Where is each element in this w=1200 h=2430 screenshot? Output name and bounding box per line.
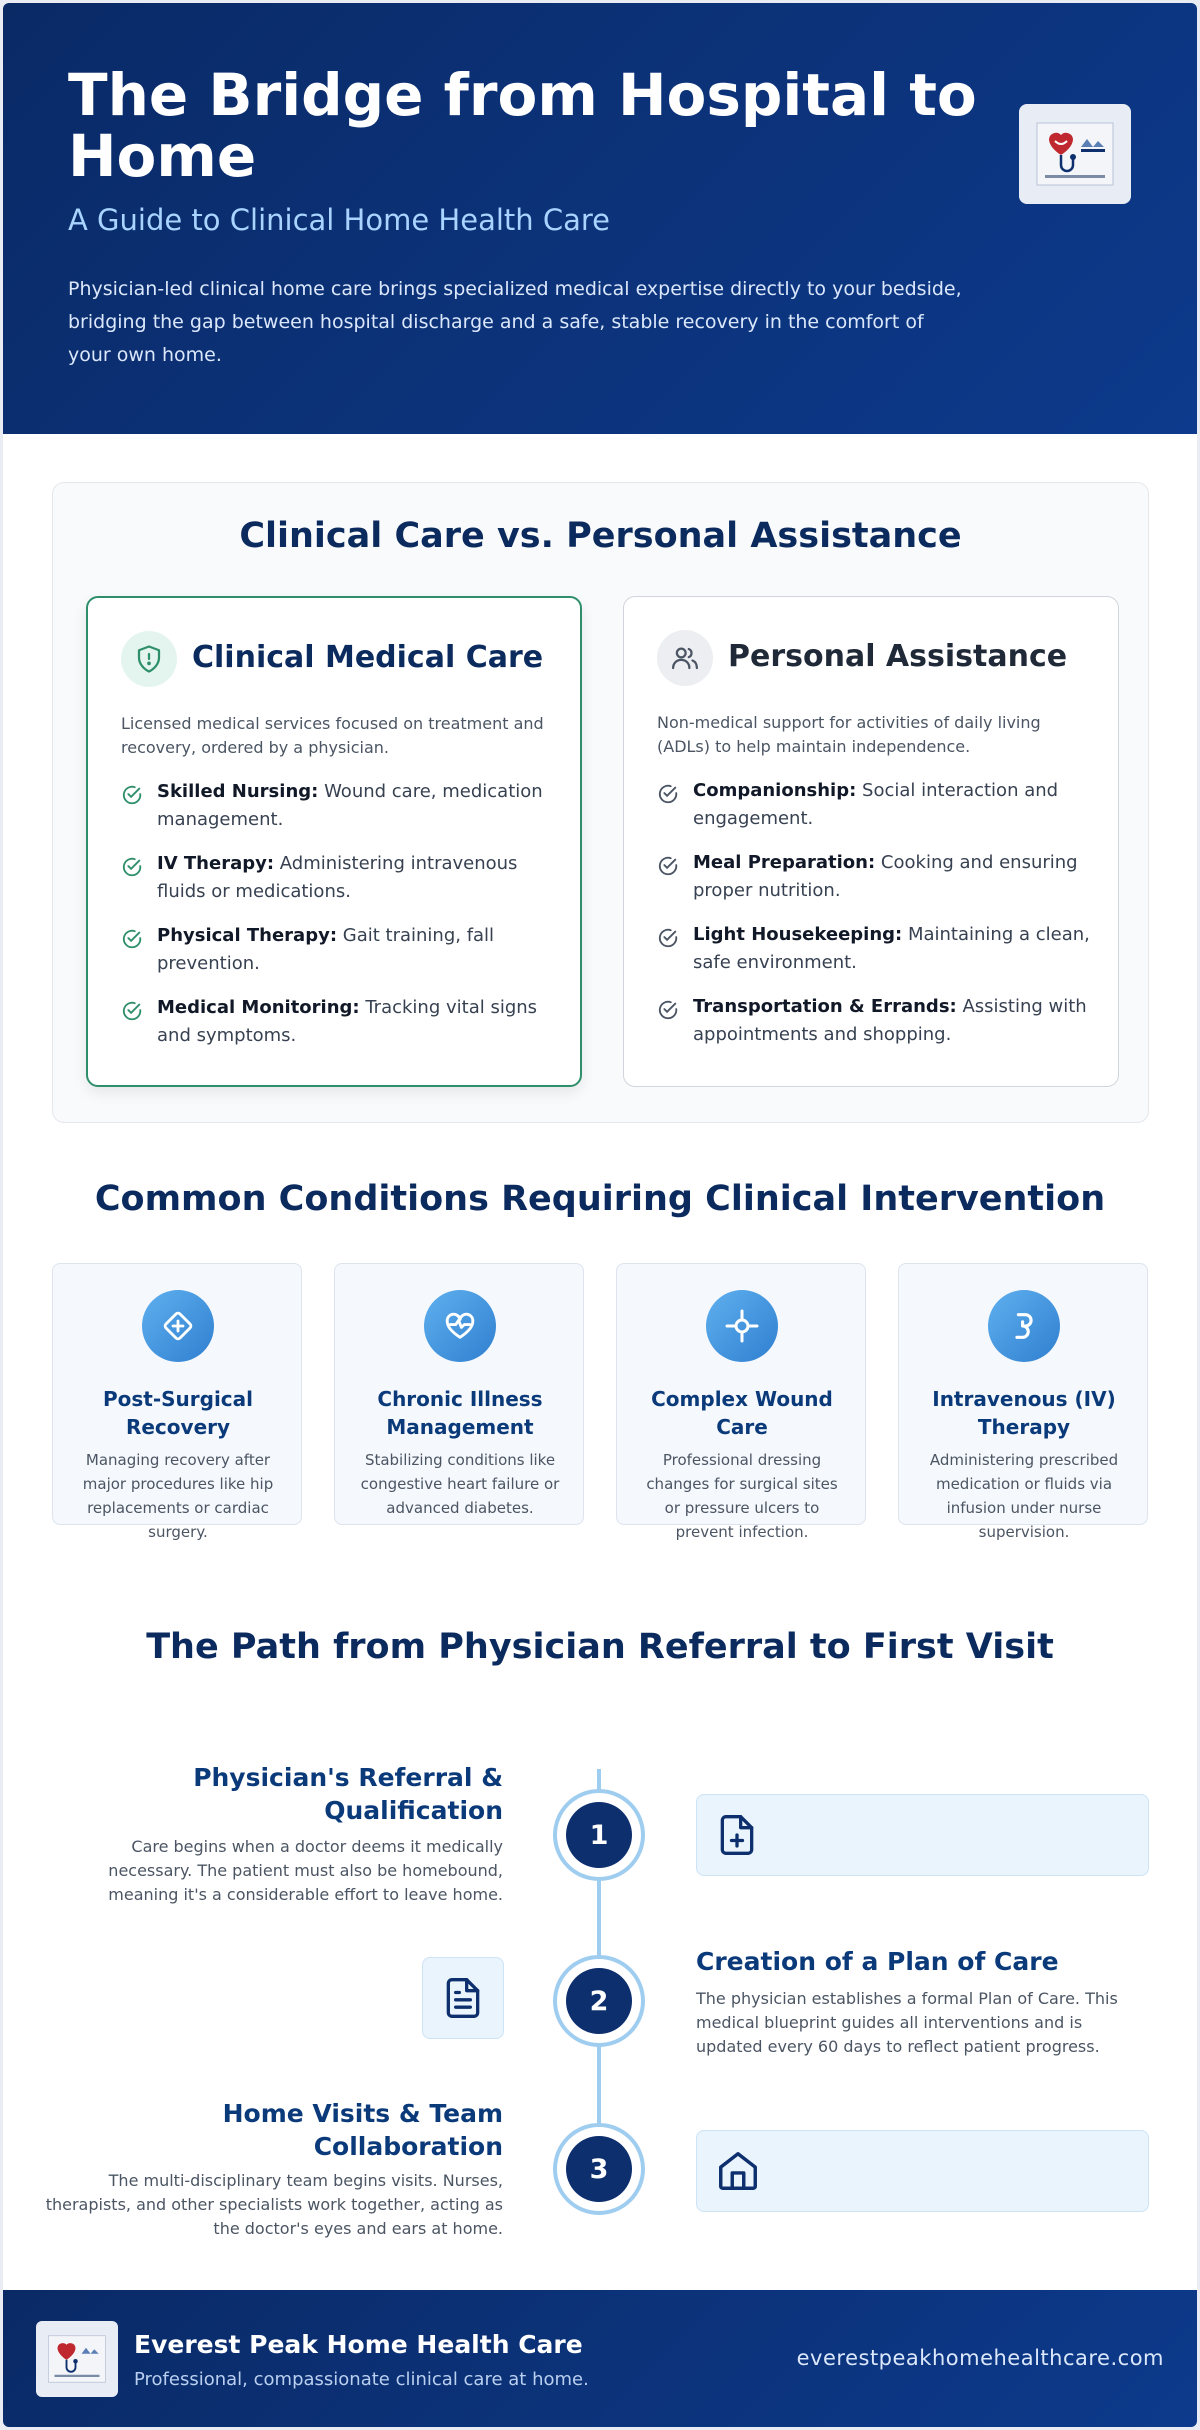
users-icon xyxy=(657,630,713,686)
service-label: Light Housekeeping: xyxy=(693,924,903,945)
condition-description: Stabilizing conditions like congestive heart failure or advanced diabetes. xyxy=(360,1451,560,1517)
hero-header xyxy=(3,3,1197,434)
check-circle-icon xyxy=(121,928,143,950)
service-text: Social interaction and engagement. xyxy=(693,780,1059,829)
file-plus-icon xyxy=(715,1811,759,1859)
service-label: Physical Therapy: xyxy=(157,925,338,946)
iv-drip-icon xyxy=(988,1290,1060,1362)
comparison-section xyxy=(52,482,1149,1123)
step-3-marker xyxy=(553,2123,645,2215)
company-name: Everest Peak Home Health Care xyxy=(134,2330,583,2359)
website-link[interactable]: everestpeakhomehealthcare.com xyxy=(796,2346,1164,2370)
step-number: 1 xyxy=(566,1802,632,1868)
check-circle-icon xyxy=(121,1000,143,1022)
condition-description: Professional dressing changes for surgical sites or pressure ulcers to prevent infection. xyxy=(646,1451,838,1541)
condition-description: Administering prescribed medication or fluids via infusion under nurse supervision. xyxy=(929,1451,1119,1541)
step-2-description: The physician establishes a formal Plan of Care. This medical blueprint guides all interventions and is updated every 60 days to reflect patient progress. xyxy=(696,1989,1118,2056)
step-number: 2 xyxy=(566,1968,632,2034)
condition-description: Managing recovery after major procedures like hip replacements or cardiac surgery. xyxy=(82,1451,274,1541)
service-text: Cooking and ensuring proper nutrition. xyxy=(693,852,1078,901)
service-text: Maintaining a clean, safe environment. xyxy=(693,924,1090,973)
list-item xyxy=(121,850,561,922)
shield-icon xyxy=(121,631,177,687)
infographic-page xyxy=(3,3,1197,2427)
list-item xyxy=(121,994,561,1066)
clinical-card-description: Licensed medical services focused on treatment and recovery, ordered by a physician. xyxy=(121,714,544,757)
step-3-description: The multi-disciplinary team begins visits. Nurses, therapists, and other specialists work together, acting as the doctor's eyes and ears at home. xyxy=(45,2171,503,2238)
personal-assistance-card xyxy=(623,596,1119,1087)
check-circle-icon xyxy=(657,783,679,805)
condition-title: Chronic Illness Management xyxy=(377,1387,543,1439)
footer-logo xyxy=(36,2321,118,2397)
crosshair-icon xyxy=(706,1290,778,1362)
condition-card-wound-care xyxy=(616,1263,866,1541)
step-1-title: Physician's Referral & Qualification xyxy=(193,1763,503,1825)
document-icon xyxy=(441,1974,485,2022)
check-circle-icon xyxy=(657,927,679,949)
step-2-icon-box xyxy=(422,1957,504,2039)
step-number: 3 xyxy=(566,2136,632,2202)
step-1-icon-box xyxy=(696,1794,1149,1876)
service-label: Medical Monitoring: xyxy=(157,997,360,1018)
check-circle-icon xyxy=(121,856,143,878)
service-label: IV Therapy: xyxy=(157,853,275,874)
stethoscope-heart-logo-icon xyxy=(47,2331,107,2387)
check-circle-icon xyxy=(657,855,679,877)
service-label: Meal Preparation: xyxy=(693,852,876,873)
condition-card-post-surgical xyxy=(52,1263,302,1541)
condition-title: Complex Wound Care xyxy=(651,1387,833,1439)
check-circle-icon xyxy=(121,784,143,806)
service-text: Tracking vital signs and symptoms. xyxy=(157,997,538,1046)
stethoscope-heart-logo-icon xyxy=(1035,119,1115,189)
step-3-title: Home Visits & Team Collaboration xyxy=(222,2099,503,2161)
list-item xyxy=(121,922,561,994)
first-aid-icon xyxy=(142,1290,214,1362)
step-3-icon-box xyxy=(696,2130,1149,2212)
service-label: Companionship: xyxy=(693,780,857,801)
personal-services-list xyxy=(657,777,1097,1065)
page-footer xyxy=(3,2290,1197,2427)
comparison-title: Clinical Care vs. Personal Assistance xyxy=(239,516,962,556)
list-item xyxy=(657,993,1097,1065)
condition-title: Post-Surgical Recovery xyxy=(102,1387,254,1439)
step-2-title: Creation of a Plan of Care xyxy=(696,1947,1059,1976)
page-title: The Bridge from Hospital to Home xyxy=(68,61,977,190)
service-label: Transportation & Errands: xyxy=(693,996,957,1017)
service-text: Administering intravenous fluids or medications. xyxy=(157,853,518,902)
list-item xyxy=(121,778,561,850)
service-text: Assisting with appointments and shopping. xyxy=(693,996,1087,1045)
personal-card-title: Personal Assistance xyxy=(728,639,1068,674)
clinical-services-list xyxy=(121,778,561,1066)
step-2-marker xyxy=(553,1955,645,2047)
path-title: The Path from Physician Referral to First Visit xyxy=(146,1627,1054,1667)
step-1-description: Care begins when a doctor deems it medically necessary. The patient must also be homebound, meaning it's a considerable effort to leave home. xyxy=(108,1837,503,1904)
page-subtitle: A Guide to Clinical Home Health Care xyxy=(68,203,611,237)
service-text: Wound care, medication management. xyxy=(157,781,543,830)
list-item xyxy=(657,921,1097,993)
company-logo xyxy=(1019,104,1131,204)
step-1-marker xyxy=(553,1789,645,1881)
clinical-card-title: Clinical Medical Care xyxy=(192,640,544,675)
clinical-care-card xyxy=(86,596,582,1087)
service-label: Skilled Nursing: xyxy=(157,781,319,802)
company-tagline: Professional, compassionate clinical care at home. xyxy=(134,2369,589,2390)
service-text: Gait training, fall prevention. xyxy=(157,925,495,974)
conditions-title: Common Conditions Requiring Clinical Intervention xyxy=(94,1179,1106,1219)
heart-pulse-icon xyxy=(424,1290,496,1362)
condition-card-chronic-illness xyxy=(334,1263,584,1525)
personal-card-description: Non-medical support for activities of daily living (ADLs) to help maintain independence. xyxy=(657,713,1041,756)
hero-description: Physician-led clinical home care brings specialized medical expertise directly to your bedside, bridging the gap between hospital discharge and a safe, stable recovery in the comfort of your own home. xyxy=(68,278,962,366)
condition-title: Intravenous (IV) Therapy xyxy=(932,1387,1116,1439)
list-item xyxy=(657,777,1097,849)
check-circle-icon xyxy=(657,999,679,1021)
list-item xyxy=(657,849,1097,921)
home-icon xyxy=(715,2147,761,2195)
condition-card-iv-therapy xyxy=(898,1263,1148,1541)
